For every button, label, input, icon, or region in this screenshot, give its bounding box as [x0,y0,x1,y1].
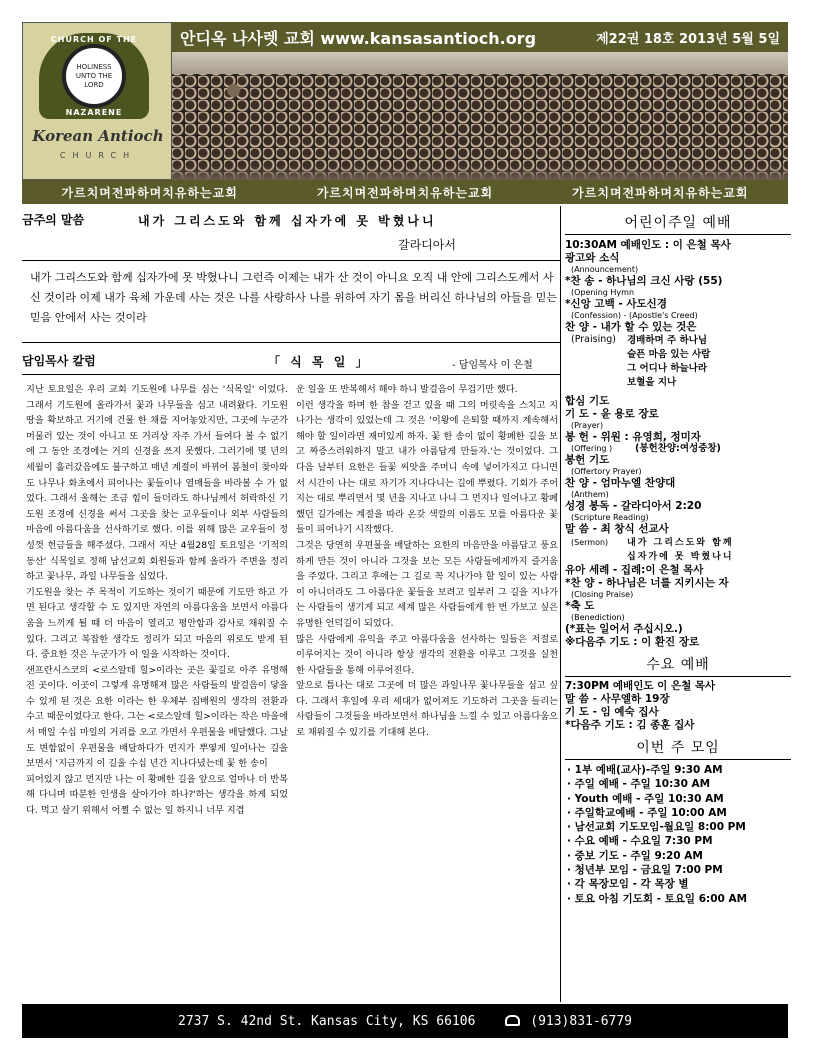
title-bar [172,22,788,52]
column-paragraph: 그것은 당연히 우편물을 배달하는 요한의 마음만을 아름답고 풍요하게 만든 것이 아니라 그것을 보는 모든 사람들에게까지 즐거움을 주었다. 그리고 후에는 그 길로 꼭 지나가야 할 일이 있는 사람이 아니더라도 그 아름다운 꽃들을 보려고 일부러 그 길을 지나가는 사람들이 생기게 되고 세계 많은 사람들에게 한 번 가보고 싶은 유명한 언덕길이 되었다. [296,539,558,629]
church-logo [22,22,172,180]
column-body-right [296,382,558,1000]
heading-underline [565,676,791,677]
footer-bar [22,1004,788,1038]
congregation-photo [172,52,788,180]
photo-ceiling [172,52,788,74]
meeting-item: · 중보 기도 - 주일 9:20 AM [567,849,703,862]
service-leader: 10:30AM 예배인도 : 이 은철 목사 [565,239,731,251]
wednesday-service-heading: 수요 예배 [646,657,710,673]
order-item-english: (Announcement) [571,265,639,274]
logo-circle [62,44,126,108]
meeting-item: · 1부 예배(교사)-주일 9:30 AM [567,764,723,776]
church-address: 2737 S. 42nd St. Kansas City, KS 66106 [178,1013,476,1029]
scripture-text: 내가 그리스도와 함께 십자가에 못 박혔나니 그런즉 이제는 내가 산 것이 아니요 오직 내 안에 그리스도께서 사신 것이라 이제 내가 육체 가운데 사는 것은 나를 사랑하사 나를 위하여 자기 몸을 버리신 하나님의 아들을 믿는 믿음 안에서 사는 것이라 [30,271,557,324]
praise-song: 보혈을 지나 [627,377,677,388]
order-item: 찬 양 - 엄마누엘 찬양대 [565,477,676,489]
order-item-english: (Benediction) [571,613,625,622]
meeting-item: · Youth 예배 - 주일 10:30 AM [567,792,724,805]
meeting-item: · 청년부 모임 - 금요일 7:00 PM [567,864,723,877]
meeting-item: · 각 목장모임 - 각 목장 별 [567,878,689,891]
order-item-english: (Anthem) [571,490,609,499]
order-item: *신앙 고백 - 사도신경 [565,298,667,310]
praise-songs-block [565,334,791,390]
praise-songs [627,334,710,390]
order-item: 봉헌 기도 [565,454,610,466]
logo-ring-top-text: CHURCH OF THE [50,35,138,44]
order-item: 성경 봉독 - 갈라디아서 2:20 [565,500,702,512]
sermon-reference: 갈라디아서 [398,238,456,252]
order-item: 기 도 - 윤 용로 장로 [565,408,659,420]
stand-note: (*표는 일어서 주십시오.) [565,623,683,635]
order-item: 봉 헌 - 위원 : 유영희, 정미자 [565,431,701,443]
meeting-item: · 주일학교예배 - 주일 10:00 AM [567,806,727,819]
church-phone-block [505,1014,632,1029]
column-title: 「 식 목 일 」 [268,355,371,369]
order-item-english: (Praising) [571,334,616,345]
wednesday-item: *다음주 기도 : 김 종훈 집사 [565,719,695,731]
children-service-heading: 어린이주일 예배 [624,215,732,231]
column-author: - 담임목사 이 은철 [452,360,533,371]
praise-song: 경배하며 주 하나님 [627,335,708,346]
order-item-english: (Confession) - (Apostle's Creed) [571,311,698,320]
sermon-title-side: 내가 그리스도와 함께 [627,538,734,548]
order-item-english: (Offering ) [571,444,613,453]
logo-ring-bottom-text: NAZARENE [65,108,123,117]
phone-icon [505,1015,520,1026]
sermon-title: 내가 그리스도와 함께 십자가에 못 박혔나니 [138,214,437,228]
church-phone: (913)831-6779 [530,1013,632,1029]
order-item-english: (Offertory Prayer) [571,467,642,476]
column-paragraph: 이런 생각을 하며 한 참을 걷고 있을 때 그의 머릿속을 스치고 지나가는 생각이 있었는데 그 것은 '이왕에 은퇴할 때까지 계속해서 해야 할 일이라면 재미있게 하자. 꽃 한 송이 없이 황폐한 길을 보고 짜증스러워하지 말고 내가 아름답게 만들자.'는 것이었다. 그 다음 날부터 요한은 들꽃 씨앗을 주머니 속에 넣어가지고 다니면서 시간이 나는 대로 자기가 지나다니는 길에 뿌렸다. 기회가 주어지는 대로 뿌리면서 몇 년을 지나고 나니 그 먼지나 일어나고 황폐했던 길가에는 계절을 따라 온갖 색깔의 이름도 모를 아름다운 꽃들이 피어나기 시작했다. [296,399,558,536]
praise-song: 슬픈 마음 있는 사람 [627,349,711,360]
column-paragraph: 샌프란시스코의 <로스알데 힐>이라는 곳은 꽃길로 아주 유명해진 곳이다. 이곳이 그렇게 유명해져 많은 사람들의 발걸음이 닿을 수 있게 된 것은 요한 이라는 한 우체부 집배원의 생각의 전환과 수고 때문이었다고 한다. 그는 <로스알데 힐>이라는 작은 마을에서 매일 수십 마일의 거리를 오고 가면서 우편물을 배달했다. 그날도 변함없이 우편물을 배달하다가 먼지가 뿌옇게 일어나는 길을 보면서 '지금까지 이 길을 수십 년간 지나다녔는데 꽃 한 송이 [26,664,288,770]
order-item: 합심 기도 [565,395,610,407]
motto-text: 가르치며전파하며치유하는교회 [61,185,238,200]
order-item: *찬 송 - 하나님의 크신 사랑 (55) [565,275,723,287]
order-item-english: (Scripture Reading) [571,513,649,522]
order-item: *축 도 [565,600,595,612]
motto-text: 가르치며전파하며치유하는교회 [316,185,494,200]
order-item: 광고와 소식 [565,252,620,264]
order-item: 찬 양 - 내가 할 수 있는 것은 [565,321,697,333]
wednesday-item: 기 도 - 임 예숙 집사 [565,706,659,718]
column-paragraph: 많은 사람에게 유익을 주고 아름다움을 선사하는 일들은 저절로 이루어지는 것이 아니라 항상 생각의 전환을 이루고 그것을 실천한 사람들을 통해 이루어진다. [296,633,558,676]
nazarene-emblem [39,33,149,119]
order-item: *찬 양 - 하나님은 너를 지키시는 자 [565,577,729,589]
column-divider [560,206,561,1002]
wednesday-item: 말 씀 - 사무엘하 19장 [565,693,670,705]
heading-underline [565,759,791,760]
praise-song: 그 어디나 하늘나라 [627,363,708,374]
order-item-english: (Sermon) [571,538,609,547]
motto-text: 가르치며전파하며치유하는교회 [572,185,749,200]
issue-info: 제22권 18호 2013년 5월 5일 [596,31,780,47]
column-paragraph: 기도원을 찾는 주 목적이 기도하는 것이기 때문에 기도만 하고 가면 된다고 생각할 수 도 있지만 자연의 아름다움을 보면서 아름다움을 느끼게 될 때 더 마음이 열리고 평안함과 감사로 채워질 수 있다. 그리고 복잡한 생각도 정리가 되고 마음의 위로도 받게 된다. 중요한 것은 누군가가 이 일을 시작하는 것이다. [26,586,288,661]
order-item: 유아 세례 - 집례:이 은철 목사 [565,564,704,576]
order-item-english: (Closing Praise) [571,590,634,599]
sermon-divider [22,260,560,261]
photo-floor [172,166,788,180]
column-paragraph: 피어있지 않고 먼지만 나는 이 황폐한 길을 앞으로 얼마나 더 반복해 다니며 따분한 인생을 살아가야 하나?'하는 생각을 하게 되었다. 먹고 살기 위해서 어쩔 수 없는 일 하지니 너무 지겹 [26,773,288,817]
order-item: 말 씀 - 최 창식 선교사 [565,523,669,535]
newsletter-header [22,22,788,204]
worship-order-sidebar [565,212,791,906]
meetings-heading: 이번 주 모임 [636,740,720,756]
motto-bar [22,180,788,204]
order-item-english: (Prayer) [571,421,604,430]
sermon-line [565,536,791,550]
next-week-prayer: ※다음주 기도 : 이 환진 장로 [565,636,700,648]
column-paragraph: 운 일을 또 반복해서 해야 하니 발걸음이 무겁기만 했다. [296,384,518,395]
meeting-item: · 남선교회 기도모임-월요일 8:00 PM [567,821,746,834]
wednesday-item: 7:30PM 예배인도 이 은철 목사 [565,680,716,692]
scripture-divider [22,342,560,343]
offering-praise: (봉헌찬양:여성중창) [635,443,721,454]
sermon-title-side: 십자가에 못 박혔나니 [627,552,734,562]
newsletter-title: 안디옥 나사렛 교회 www.kansasantioch.org [180,28,537,48]
column-paragraph: 지난 토요일은 우리 교회 기도원에 나무를 심는 '식목일' 이었다. 그래서 기도원에 올라가서 꽃과 나무들을 심고 내려왔다. 기도원 땅을 확보하고 거기에 건물 한 채를 지어놓았지만, 그곳에 누군가 머물러 있는 것이 아니고 또 거리상 자주 가서 들여다 볼 수 없기에 그 동안 조경에는 거의 신경을 쓰지 못했다. 그러기에 몇 년의 세월이 흘러갔음에도 불구하고 매년 계절이 바뀌어 봄철이 찾아와도 나무나 화초에서 피어나는 꽃들이나 열매들을 바라볼 수 가 없었다. 그래서 올해는 조금 힘이 들더라도 하나님께서 허락하신 기도원 조경에 신경을 써서 그곳을 찾는 교우들이나 외부 사람들의 마음에 아름다움을 선사하기로 했다. 이를 위해 많은 교우들이 정성껏 헌금들을 해주셨다. 그래서 지난 4월28일 토요일은 '기적의 동산' 식목일로 정해 남선교회 회원들과 함께 올라가 주변을 정리하고 꽃나무, 과일 나무들을 심었다. [26,384,288,583]
column-title-divider [22,374,560,375]
sermon-label: 금주의 말씀 [22,213,85,227]
logo-name: Korean Antioch [32,127,164,145]
meeting-item: · 토요 아침 기도회 - 토요일 6:00 AM [567,892,748,905]
order-item-english: (Opening Hymn [571,288,635,297]
offering-line [565,444,791,454]
meeting-item: · 수요 예배 - 수요일 7:30 PM [567,835,713,848]
meeting-item: · 주일 예배 - 주일 10:30 AM [567,778,711,791]
column-paragraph: 앞으로 틈나는 대로 그곳에 더 많은 과일나무 꽃나무들을 심고 싶다. 그래서 후일에 우리 세대가 없어져도 기도하러 그곳을 들리는 사람들이 그것들을 바라보면서 하나님을 느낄 수 있고 아름다움으로 채워질 수 있기를 기대해 본다. [296,680,558,739]
heading-underline [565,234,791,235]
logo-sub: CHURCH [59,151,137,160]
logo-center-text: HOLINESS UNTO THE LORD [75,62,113,89]
column-label: 담임목사 칼럼 [22,354,96,368]
column-body-left [26,382,288,1000]
